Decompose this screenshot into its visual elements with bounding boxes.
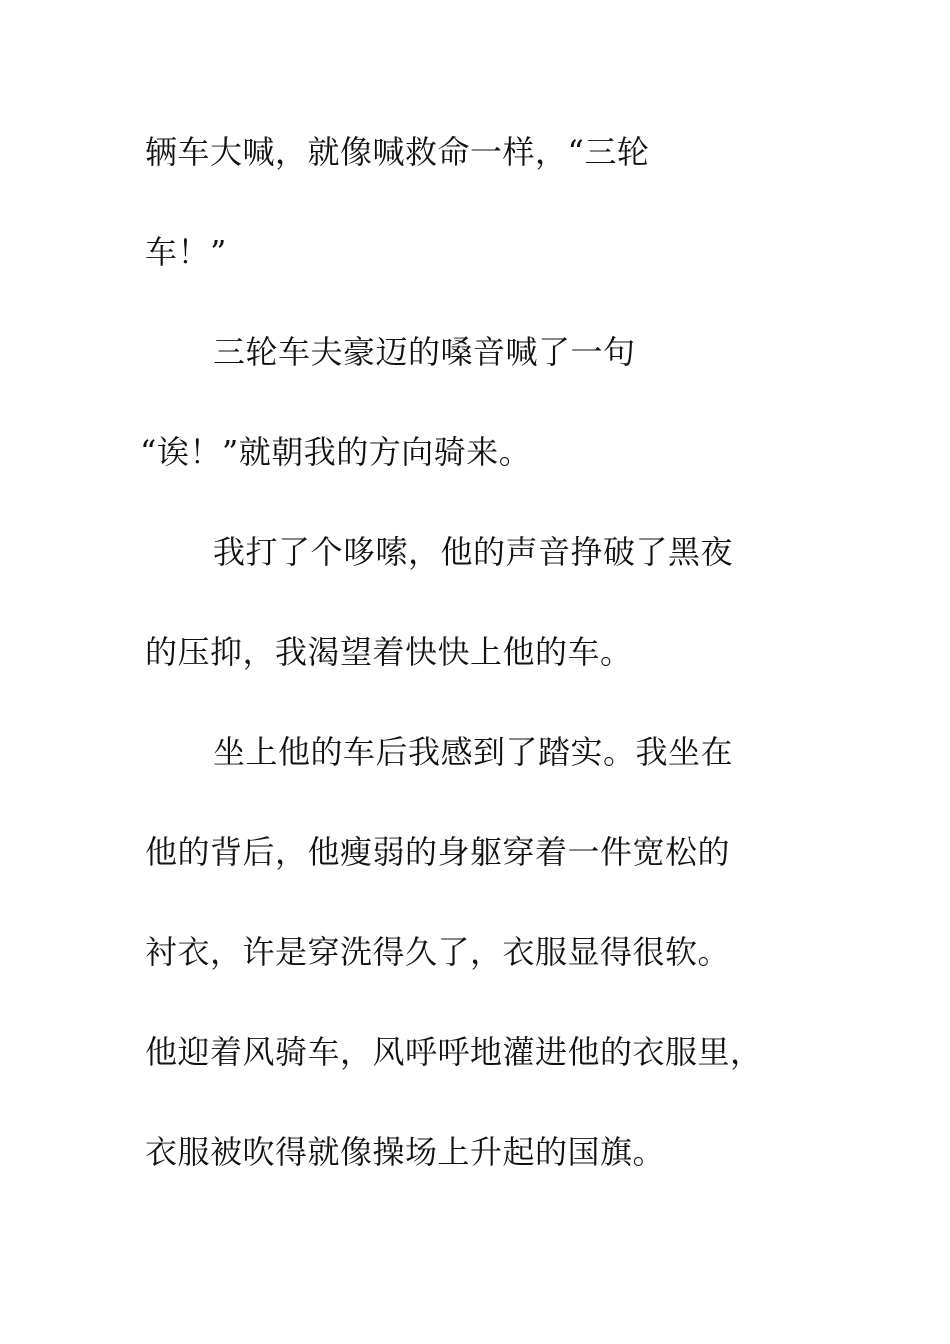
text-line-9: 衬衣，许是穿洗得久了，衣服显得很软。 (145, 933, 731, 971)
text-line-2: 车！” (145, 233, 227, 271)
text-line-11: 衣服被吹得就像操场上升起的国旗。 (145, 1133, 666, 1171)
text-line-3: 三轮车夫豪迈的嗓音喊了一句 (213, 333, 636, 371)
text-line-7: 坐上他的车后我感到了踏实。我坐在 (213, 733, 734, 771)
text-line-8: 他的背后，他瘦弱的身躯穿着一件宽松的 (145, 833, 731, 871)
text-line-5: 我打了个哆嗦，他的声音挣破了黑夜 (213, 533, 734, 571)
text-line-6: 的压抑，我渴望着快快上他的车。 (145, 633, 633, 671)
text-line-10: 他迎着风骑车，风呼呼地灌进他的衣服里， (145, 1033, 763, 1071)
text-line-4: “诶！”就朝我的方向骑来。 (140, 433, 532, 471)
text-line-1: 辆车大喊，就像喊救命一样，“三轮 (145, 133, 650, 171)
